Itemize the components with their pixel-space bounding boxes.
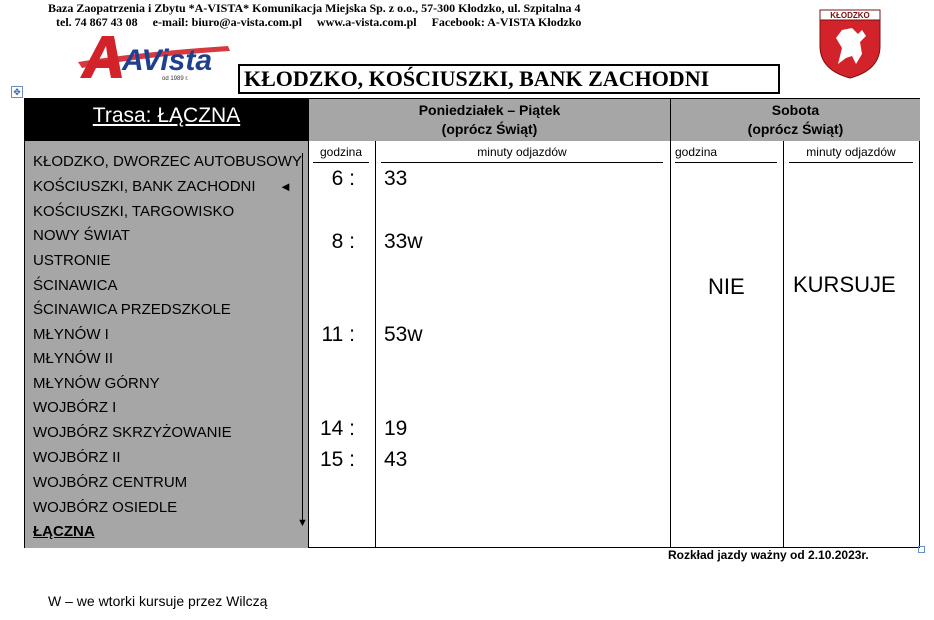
website: www.a-vista.com.pl (316, 15, 417, 29)
departure-hour: 15 : (319, 448, 355, 471)
stop-item: WOJBÓRZ I (33, 399, 117, 416)
table-move-handle-icon[interactable]: ✥ (11, 86, 23, 98)
weekday-subtitle: (oprócz Świąt) (441, 121, 538, 137)
saturday-minutes-header: minuty odjazdów (789, 145, 913, 163)
timetable (24, 98, 920, 548)
weekday-minutes-header: minuty odjazdów (381, 145, 663, 163)
weekday-header (308, 99, 670, 141)
company-contact-line (56, 15, 581, 30)
column-divider (375, 141, 376, 548)
departure-minutes: 19 (384, 417, 408, 440)
route-end-marker-icon: ▼ (297, 517, 308, 529)
saturday-subtitle: (oprócz Świąt) (747, 121, 844, 137)
saturday-no-service: KURSUJE (793, 272, 896, 297)
weekday-title: Poniedziałek – Piątek (418, 102, 561, 118)
crest-label: KŁODZKO (830, 11, 870, 20)
stop-title: KŁODZKO, KOŚCIUSZKI, BANK ZACHODNI (238, 64, 780, 94)
current-stop-marker-icon: ◄ (279, 179, 292, 194)
stop-item: KŁODZKO, DWORZEC AUTOBUSOWY (33, 153, 302, 170)
departure-hour: 11 : (321, 323, 355, 346)
stop-item: WOJBÓRZ II (33, 449, 121, 466)
departure-hour: 14 : (319, 417, 355, 440)
saturday-title: Sobota (771, 102, 820, 118)
facebook: Facebook: A-VISTA Kłodzko (431, 15, 582, 29)
stop-item: NOWY ŚWIAT (33, 227, 130, 244)
stop-item: MŁYNÓW II (33, 350, 114, 367)
saturday-hour-header: godzina (675, 145, 777, 163)
avista-logo (78, 32, 238, 82)
logo-since: od 1989 r. (162, 76, 189, 82)
departure-hour: 6 : (331, 167, 355, 190)
departure-minutes: 33w (384, 230, 423, 253)
stop-item: KOŚCIUSZKI, TARGOWISKO (33, 203, 235, 220)
company-address-line: Baza Zaopatrzenia i Zbytu *A-VISTA* Komunikacja Miejska Sp. z o.o., 57-300 Kłodzko, ul. Szpitalna 4 (48, 1, 581, 15)
stop-item: WOJBÓRZ CENTRUM (33, 474, 188, 491)
departure-hour: 8 : (331, 230, 355, 253)
table-resize-handle[interactable] (918, 546, 925, 553)
column-divider (783, 141, 784, 548)
email-address: e-mail: biuro@a-vista.com.pl (152, 15, 302, 29)
stop-item-final: ŁĄCZNA (33, 523, 95, 540)
route-stops-list (25, 141, 308, 548)
route-label: Trasa: ŁĄCZNA (92, 104, 241, 127)
phone-number: tel. 74 867 43 08 (56, 15, 138, 29)
stop-item: ŚCINAWICA PRZEDSZKOLE (33, 301, 231, 318)
klodzko-crest-icon (818, 8, 882, 80)
stop-item: KOŚCIUSZKI, BANK ZACHODNI (33, 178, 256, 195)
departure-minutes: 43 (384, 448, 408, 471)
column-divider (308, 141, 309, 548)
saturday-header (670, 99, 920, 141)
footnote: W – we wtorki kursuje przez Wilczą (48, 593, 268, 609)
stop-item: MŁYNÓW GÓRNY (33, 375, 160, 392)
saturday-no-service: NIE (708, 274, 745, 299)
weekday-hour-header: godzina (313, 145, 369, 163)
stop-item: ŚCINAWICA (33, 277, 118, 294)
column-divider (670, 141, 671, 548)
route-header (25, 99, 308, 141)
valid-from: Rozkład jazdy ważny od 2.10.2023r. (668, 548, 869, 562)
stop-item: MŁYNÓW I (33, 326, 109, 343)
route-direction-line (302, 153, 303, 521)
departure-minutes: 53w (384, 323, 423, 346)
stop-item: WOJBÓRZ SKRZYŻOWANIE (33, 424, 232, 441)
logo-wordmark: AVista (122, 44, 213, 77)
stop-item: USTRONIE (33, 252, 111, 269)
departure-minutes: 33 (384, 167, 408, 190)
stop-item: WOJBÓRZ OSIEDLE (33, 499, 178, 516)
